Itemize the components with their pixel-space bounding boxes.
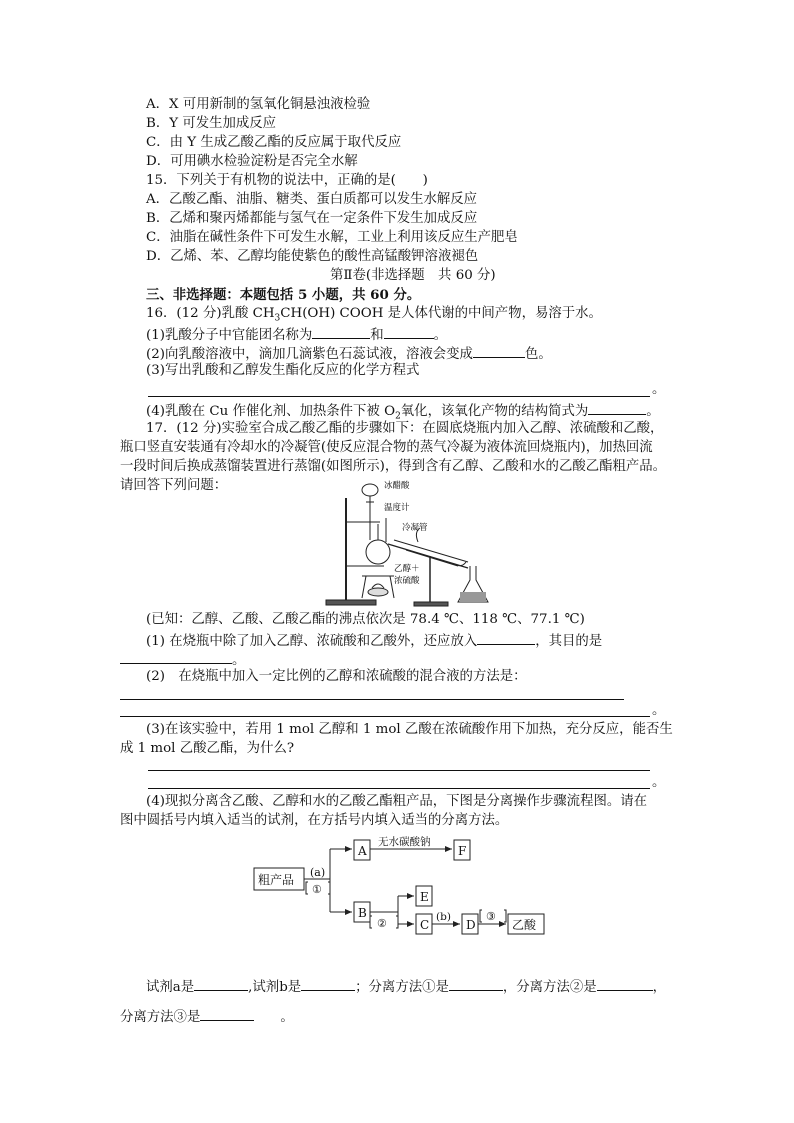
flow-method-2: ② [377,917,387,930]
flow-B-label: B [358,906,367,920]
answer-blank[interactable] [200,1006,254,1021]
answer-blank[interactable] [597,976,653,991]
answer-blank[interactable] [194,976,248,991]
answer-line[interactable] [148,788,650,789]
q17-answers-line1: 试剂a是 ,试剂b是 ；分离方法①是 ，分离方法②是 ， [146,976,666,997]
q17-part3-end: 。 [652,775,666,790]
q15-option-d: D．乙烯、苯、乙醇均能使紫色的酸性高锰酸钾溶液褪色 [146,249,479,264]
flow-F-label: F [458,844,467,858]
answer-blank[interactable] [473,343,525,358]
q14-option-a: A．X 可用新制的氢氧化铜悬浊液检验 [146,97,371,112]
q16-part2: (2)向乳酸溶液中，滴加几滴紫色石蕊试液，溶液会变成 色。 [146,343,552,364]
flow-E-label: E [420,890,429,904]
q17-line2: 瓶口竖直安装通有冷却水的冷凝管(使反应混合物的蒸气冷凝为液体流回烧瓶内)，加热回流 [120,440,653,455]
flow-method-3: ③ [486,910,496,923]
q16-part3-end: 。 [652,382,666,397]
q14-option-d: D．可用碘水检验淀粉是否完全水解 [146,154,358,169]
q17-part1: (1) 在烧瓶中除了加入乙醇、浓硫酸和乙酸外，还应放入 ，其目的是 [146,630,602,651]
label-ethanol: 乙醇＋ [394,564,420,574]
q17-part4b: 图中圆括号内填入适当的试剂，在方括号内填入适当的分离方法。 [120,813,509,828]
label-sulfuric-acid: 浓硫酸 [394,576,420,586]
answer-blank[interactable] [449,976,503,991]
answer-blank[interactable] [301,976,355,991]
q17-part2: (2) 在烧瓶中加入一定比例的乙醇和浓硫酸的混合液的方法是： [146,669,527,684]
answer-line[interactable] [148,770,650,771]
q16-stem: 16．(12 分)乳酸 $CH_3CH(OH)$ COOH 是人体代谢的中间产物，易溶于水。 [146,306,602,324]
q16-part1: (1)乳酸分子中官能团名称为 和 。 [146,324,447,345]
q15-option-c: C．油脂在碱性条件下可发生水解，工业上利用该反应生产肥皂 [146,230,518,245]
q14-option-c: C．由 Y 生成乙酸乙酯的反应属于取代反应 [146,135,402,150]
answer-blank[interactable] [120,649,232,664]
answer-blank[interactable] [588,400,646,415]
separation-flowchart [250,832,560,942]
q17-answers-line2: 分离方法③是 。 [120,1006,294,1027]
label-condenser: 冷凝管 [402,523,428,533]
section-title: 第Ⅱ卷(非选择题 共 60 分) [330,268,496,283]
answer-line[interactable] [120,716,650,717]
section-heading: 三、非选择题：本题包括 5 小题，共 60 分。 [146,287,421,303]
answer-blank[interactable] [312,324,370,339]
q17-part3b: 成 1 mol 乙酸乙酯，为什么? [120,741,295,756]
q17-part2-end: 。 [652,703,666,718]
flow-reagent-a: (a) [310,866,326,879]
q17-known: (已知：乙醇、乙酸、乙酸乙酯的沸点依次是 78.4 ℃、118 ℃、77.1 ℃) [146,612,585,627]
flow-crude-label: 粗产品 [258,873,295,887]
q17-line1: 17．(12 分)实验室合成乙酸乙酯的步骤如下：在圆底烧瓶内加入乙醇、浓硫酸和乙酸， [146,421,664,436]
flow-A-label: A [358,844,367,858]
q17-part4a: (4)现拟分离含乙酸、乙醇和水的乙酸乙酯粗产品，下图是分离操作步骤流程图。请在 [146,794,648,809]
flow-acid-label: 乙酸 [512,918,537,932]
flow-reagent-b: (b) [436,911,451,923]
q14-option-b: B．Y 可发生加成反应 [146,116,277,131]
flow-C-label: C [420,918,430,932]
q16-part4: (4)乳酸在 Cu 作催化剂、加热条件下被 $O_2$氧化，该氧化产物的结构简式为 。 [146,400,660,421]
answer-line[interactable] [120,699,624,700]
q17-part1-cont: 。 [120,649,245,670]
flow-D-label: D [466,918,476,932]
label-acetic-acid: 冰醋酸 [384,481,410,491]
answer-blank[interactable] [384,324,434,339]
label-thermometer: 温度计 [384,503,410,513]
answer-line[interactable] [148,396,650,397]
q16-part3: (3)写出乳酸和乙醇发生酯化反应的化学方程式 [146,363,420,378]
distillation-apparatus-figure [318,480,498,610]
q15-option-b: B．乙烯和聚丙烯都能与氢气在一定条件下发生加成反应 [146,211,478,226]
flow-method-1: ① [312,883,322,896]
q17-line4: 请回答下列问题： [120,478,228,493]
q15-stem: 15．下列关于有机物的说法中，正确的是( ) [146,173,428,188]
q15-option-a: A．乙酸乙酯、油脂、糖类、蛋白质都可以发生水解反应 [146,192,478,207]
answer-blank[interactable] [477,630,535,645]
flow-reagent-label: 无水碳酸钠 [378,836,431,848]
q17-line3: 一段时间后换成蒸馏装置进行蒸馏(如图所示)，得到含有乙醇、乙酸和水的乙酸乙酯粗产品。 [120,459,667,474]
q17-part3a: (3)在该实验中，若用 1 mol 乙醇和 1 mol 乙酸在浓硫酸作用下加热，充分反应，能否生 [146,722,673,737]
